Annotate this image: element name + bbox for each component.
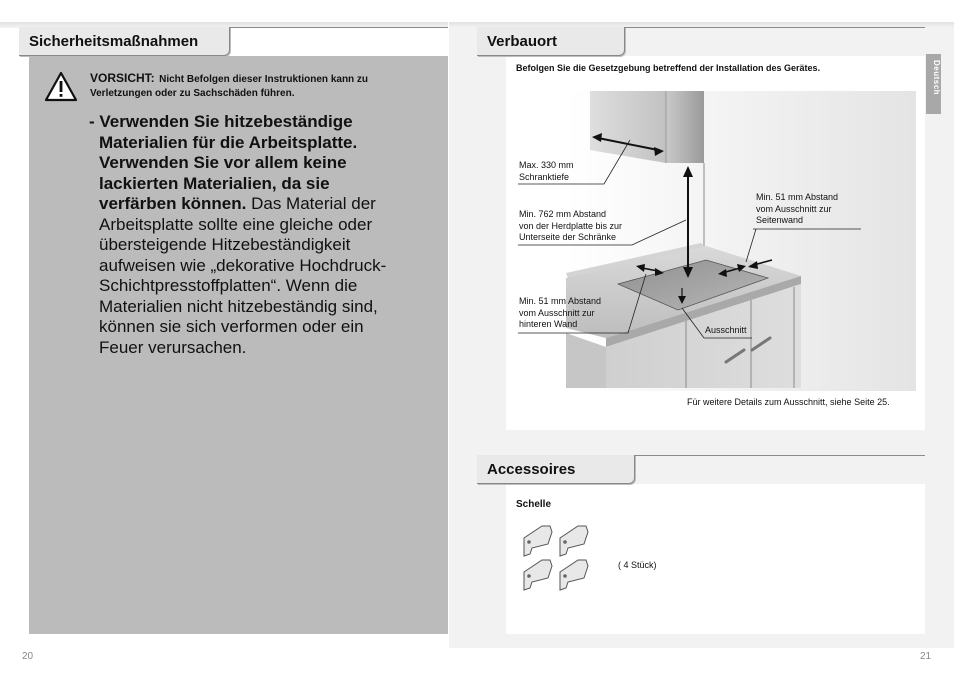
bullet-text-line: aufweisen wie „dekorative Hochdruck- — [99, 255, 387, 275]
label-max-depth-line1: Max. 330 mm — [519, 160, 574, 170]
tab-underline-accessories — [635, 455, 925, 456]
section-title-safety: Sicherheitsmaßnahmen — [29, 33, 199, 50]
section-title-accessories: Accessoires — [487, 461, 576, 478]
warning-triangle-icon — [44, 71, 78, 103]
installation-footnote: Für weitere Details zum Ausschnitt, siehe Seite 25. — [687, 397, 890, 407]
page-number-left: 20 — [22, 651, 34, 662]
section-tab-installation — [477, 27, 625, 56]
bullet-text-line: Materialien nicht hitzebeständig sind, — [99, 296, 378, 316]
bullet-text-line: Schichtpresstoffplatten“. Wenn die — [99, 276, 358, 295]
label-max-depth-line2: Schranktiefe — [519, 171, 570, 182]
bullet-text-line: Arbeitsplatte sollte eine gleiche oder — [99, 214, 373, 234]
bullet-text-line: können sie sich verformen oder ein — [99, 317, 364, 336]
language-tab: Deutsch — [926, 54, 941, 114]
label-side-clearance — [756, 192, 838, 227]
bullet-bold-line: Materialien für die Arbeitsplatte. — [99, 132, 358, 152]
page-number-right: 21 — [920, 651, 932, 662]
label-back-clearance-line3: hinteren Wand — [519, 319, 578, 329]
bullet-bold-line: - Verwenden Sie hitzebeständige — [89, 112, 353, 131]
accessory-item-title: Schelle — [516, 499, 552, 510]
accessory-item-count: ( 4 Stück) — [618, 560, 657, 570]
clip-icon — [520, 522, 592, 592]
section-title-installation: Verbauort — [487, 33, 558, 50]
label-min-height — [519, 209, 622, 244]
bullet-text: Das Material der — [246, 194, 376, 213]
warning-label: VORSICHT: — [90, 71, 155, 85]
label-max-depth — [519, 160, 574, 183]
label-cutout: Ausschnitt — [705, 325, 747, 335]
label-side-clearance-line1: Min. 51 mm Abstand — [756, 192, 839, 202]
bullet-bold-line: Verwenden Sie vor allem keine — [99, 153, 347, 172]
label-back-clearance — [519, 296, 601, 331]
label-min-height-line2: von der Herdplatte bis zur — [519, 220, 623, 231]
label-back-clearance-line2: vom Ausschnitt zur — [519, 307, 595, 318]
warning-block — [90, 71, 410, 101]
warning-text-line2: Verletzungen oder zu Sachschäden führen. — [90, 88, 295, 99]
section-tab-safety — [19, 27, 230, 56]
warning-text-line1: Nicht Befolgen dieser Instruktionen kann zu — [159, 74, 369, 85]
tab-underline-installation — [625, 27, 925, 28]
label-min-height-line3: Unterseite der Schränke — [519, 232, 617, 242]
label-side-clearance-line3: Seitenwand — [756, 215, 804, 225]
label-back-clearance-line1: Min. 51 mm Abstand — [519, 296, 602, 306]
tab-underline-safety — [230, 27, 448, 28]
bullet-bold-line: verfärben können. — [99, 194, 247, 213]
label-min-height-line1: Min. 762 mm Abstand — [519, 209, 607, 219]
bullet-text-line: Feuer verursachen. — [99, 337, 247, 357]
safety-bullet — [89, 112, 419, 358]
installation-intro: Befolgen Sie die Gesetzgebung betreffend der Installation des Gerätes. — [516, 63, 821, 73]
section-tab-accessories — [477, 455, 635, 484]
bullet-bold-line: lackierten Materialien, da sie — [99, 173, 330, 193]
bullet-text-line: übersteigende Hitzebeständigkeit — [99, 235, 351, 254]
label-side-clearance-line2: vom Ausschnitt zur — [756, 203, 832, 214]
